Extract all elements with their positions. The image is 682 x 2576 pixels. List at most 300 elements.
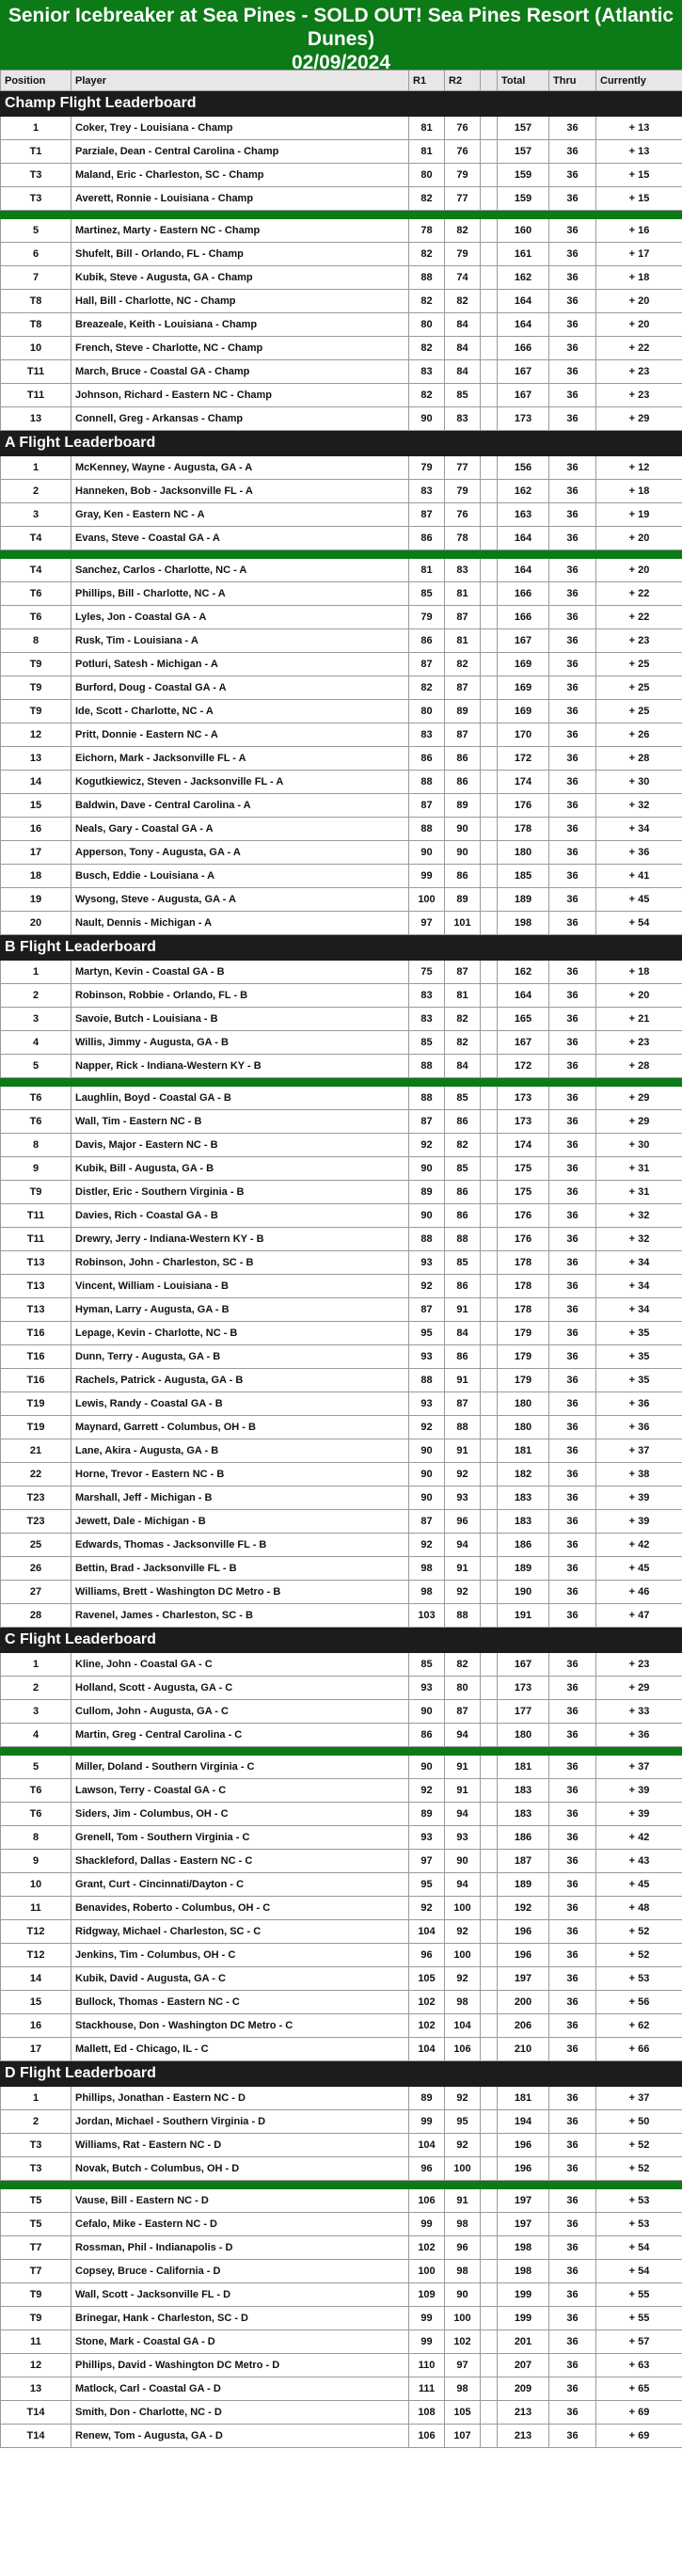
r1-cell: 82 [409,243,445,266]
player-cell: Evans, Steve - Coastal GA - A [71,527,409,550]
spacer-cell [481,140,498,164]
total-cell: 173 [498,407,549,431]
total-cell: 181 [498,1439,549,1463]
total-cell: 198 [498,2236,549,2260]
r1-cell: 93 [409,1677,445,1700]
r2-cell: 105 [445,2401,481,2425]
player-cell: Cullom, John - Augusta, GA - C [71,1700,409,1724]
position-cell: T8 [1,290,71,313]
spacer-cell [481,384,498,407]
position-cell: T14 [1,2401,71,2425]
thru-cell: 36 [549,1826,596,1850]
player-cell: Edwards, Thomas - Jacksonville FL - B [71,1534,409,1557]
spacer-cell [481,1779,498,1803]
position-cell: T5 [1,2213,71,2236]
flight-title: C Flight Leaderboard [1,1628,682,1653]
r2-cell: 80 [445,1677,481,1700]
r1-cell: 79 [409,456,445,480]
column-header-r2[interactable]: R2 [445,71,481,91]
r2-cell: 91 [445,1756,481,1779]
r1-cell: 88 [409,771,445,794]
r1-cell: 102 [409,2236,445,2260]
r1-cell: 87 [409,503,445,527]
table-row [1,187,682,211]
spacer-cell [481,582,498,606]
thru-cell: 36 [549,1700,596,1724]
position-cell: 25 [1,1534,71,1557]
position-cell: T19 [1,1392,71,1416]
r2-cell: 92 [445,1920,481,1944]
player-cell: Robinson, Robbie - Orlando, FL - B [71,984,409,1008]
total-cell: 196 [498,1944,549,1967]
total-cell: 197 [498,2213,549,2236]
position-cell: 8 [1,1134,71,1157]
r2-cell: 84 [445,1055,481,1078]
position-cell: 10 [1,337,71,360]
position-cell: 1 [1,2087,71,2110]
r2-cell: 85 [445,1251,481,1275]
spacer-cell [481,1534,498,1557]
total-cell: 170 [498,724,549,747]
spacer-cell [481,266,498,290]
r1-cell: 80 [409,700,445,724]
position-cell: 1 [1,117,71,140]
player-cell: Kubik, Bill - Augusta, GA - B [71,1157,409,1181]
total-cell: 175 [498,1181,549,1204]
spacer-cell [481,1557,498,1581]
r2-cell: 94 [445,1873,481,1897]
currently-cell: + 20 [596,984,682,1008]
total-cell: 199 [498,2283,549,2307]
position-cell: T9 [1,700,71,724]
thru-cell: 36 [549,266,596,290]
r1-cell: 90 [409,1157,445,1181]
table-row [1,2189,682,2213]
spacer-cell [481,1087,498,1110]
r2-cell: 81 [445,629,481,653]
table-row [1,2283,682,2307]
r1-cell: 87 [409,1298,445,1322]
currently-cell: + 20 [596,527,682,550]
cut-line-bar [1,211,682,219]
total-cell: 167 [498,1031,549,1055]
spacer-cell [481,1803,498,1826]
r1-cell: 98 [409,1557,445,1581]
position-cell: 1 [1,456,71,480]
r1-cell: 81 [409,117,445,140]
currently-cell: + 21 [596,1008,682,1031]
total-cell: 179 [498,1322,549,1345]
r2-cell: 82 [445,1008,481,1031]
thru-cell: 36 [549,559,596,582]
total-cell: 165 [498,1008,549,1031]
r2-cell: 87 [445,724,481,747]
player-cell: Phillips, Jonathan - Eastern NC - D [71,2087,409,2110]
column-header-currently[interactable]: Currently [596,71,682,91]
spacer-cell [481,290,498,313]
player-cell: Laughlin, Boyd - Coastal GA - B [71,1087,409,1110]
currently-cell: + 54 [596,2236,682,2260]
currently-cell: + 15 [596,164,682,187]
cut-line-bar [1,550,682,559]
total-cell: 194 [498,2110,549,2134]
r2-cell: 89 [445,700,481,724]
table-row [1,771,682,794]
r1-cell: 96 [409,2157,445,2181]
position-cell: 14 [1,771,71,794]
spacer-cell [481,1991,498,2014]
player-cell: Willis, Jimmy - Augusta, GA - B [71,1031,409,1055]
r1-cell: 86 [409,629,445,653]
total-cell: 178 [498,818,549,841]
table-row [1,629,682,653]
r1-cell: 106 [409,2425,445,2448]
total-cell: 163 [498,503,549,527]
player-cell: Coker, Trey - Louisiana - Champ [71,117,409,140]
r2-cell: 87 [445,1700,481,1724]
r2-cell: 93 [445,1826,481,1850]
table-row [1,653,682,676]
r2-cell: 78 [445,527,481,550]
spacer-cell [481,1181,498,1204]
spacer-cell [481,1873,498,1897]
column-header-total[interactable]: Total [498,71,549,91]
thru-cell: 36 [549,1779,596,1803]
cut-line-divider [1,1078,682,1087]
currently-cell: + 23 [596,629,682,653]
r1-cell: 75 [409,961,445,984]
spacer-cell [481,117,498,140]
currently-cell: + 43 [596,1850,682,1873]
total-cell: 177 [498,1700,549,1724]
table-row [1,1392,682,1416]
position-cell: T14 [1,2425,71,2448]
r2-cell: 85 [445,1087,481,1110]
r2-cell: 81 [445,582,481,606]
player-cell: Benavides, Roberto - Columbus, OH - C [71,1897,409,1920]
position-cell: 4 [1,1031,71,1055]
thru-cell: 36 [549,629,596,653]
r1-cell: 96 [409,1944,445,1967]
r2-cell: 90 [445,1850,481,1873]
player-cell: Holland, Scott - Augusta, GA - C [71,1677,409,1700]
r2-cell: 91 [445,1369,481,1392]
spacer-cell [481,794,498,818]
r2-cell: 98 [445,2260,481,2283]
total-cell: 213 [498,2425,549,2448]
currently-cell: + 54 [596,2260,682,2283]
spacer-cell [481,1110,498,1134]
player-cell: Williams, Rat - Eastern NC - D [71,2134,409,2157]
currently-cell: + 17 [596,243,682,266]
total-cell: 180 [498,841,549,865]
r1-cell: 97 [409,912,445,935]
spacer-cell [481,1967,498,1991]
table-row [1,1581,682,1604]
leaderboard-table [0,70,682,2448]
spacer-cell [481,2134,498,2157]
position-cell: T12 [1,1920,71,1944]
r1-cell: 87 [409,794,445,818]
r1-cell: 102 [409,1991,445,2014]
total-cell: 173 [498,1087,549,1110]
currently-cell: + 53 [596,1967,682,1991]
spacer-cell [481,1392,498,1416]
player-cell: Martyn, Kevin - Coastal GA - B [71,961,409,984]
currently-cell: + 42 [596,1826,682,1850]
spacer-cell [481,653,498,676]
table-row [1,961,682,984]
table-row [1,1181,682,1204]
thru-cell: 36 [549,912,596,935]
position-cell: T7 [1,2236,71,2260]
spacer-cell [481,2236,498,2260]
event-date: 02/09/2024 [291,52,391,73]
currently-cell: + 39 [596,1510,682,1534]
r2-cell: 91 [445,1298,481,1322]
currently-cell: + 35 [596,1369,682,1392]
thru-cell: 36 [549,2236,596,2260]
thru-cell: 36 [549,140,596,164]
total-cell: 183 [498,1779,549,1803]
player-cell: Stackhouse, Don - Washington DC Metro - C [71,2014,409,2038]
player-cell: Kline, John - Coastal GA - C [71,1653,409,1677]
spacer-cell [481,480,498,503]
r1-cell: 104 [409,2038,445,2061]
table-row [1,1756,682,1779]
spacer-cell [481,164,498,187]
r2-cell: 79 [445,480,481,503]
r2-cell: 97 [445,2354,481,2377]
position-cell: T16 [1,1345,71,1369]
thru-cell: 36 [549,1803,596,1826]
position-cell: 7 [1,266,71,290]
thru-cell: 36 [549,2307,596,2330]
thru-cell: 36 [549,1416,596,1439]
currently-cell: + 30 [596,1134,682,1157]
player-cell: Davis, Major - Eastern NC - B [71,1134,409,1157]
player-cell: French, Steve - Charlotte, NC - Champ [71,337,409,360]
spacer-cell [481,1700,498,1724]
r2-cell: 76 [445,117,481,140]
thru-cell: 36 [549,653,596,676]
currently-cell: + 29 [596,1677,682,1700]
spacer-cell [481,2260,498,2283]
position-cell: 17 [1,841,71,865]
position-cell: 5 [1,219,71,243]
thru-cell: 36 [549,1756,596,1779]
currently-cell: + 37 [596,1756,682,1779]
column-header-player[interactable]: Player [71,71,409,91]
table-row [1,1897,682,1920]
thru-cell: 36 [549,527,596,550]
r2-cell: 77 [445,456,481,480]
position-cell: 1 [1,1653,71,1677]
table-row [1,1991,682,2014]
table-row [1,456,682,480]
position-cell: T23 [1,1487,71,1510]
currently-cell: + 53 [596,2189,682,2213]
spacer-cell [481,1850,498,1873]
player-cell: Wysong, Steve - Augusta, GA - A [71,888,409,912]
column-header-thru[interactable]: Thru [549,71,596,91]
currently-cell: + 32 [596,794,682,818]
r2-cell: 84 [445,360,481,384]
currently-cell: + 34 [596,1275,682,1298]
total-cell: 172 [498,747,549,771]
r1-cell: 85 [409,582,445,606]
spacer-cell [481,2213,498,2236]
player-cell: Maland, Eric - Charleston, SC - Champ [71,164,409,187]
spacer-cell [481,1134,498,1157]
currently-cell: + 18 [596,480,682,503]
currently-cell: + 53 [596,2213,682,2236]
table-row [1,1463,682,1487]
player-cell: Williams, Brett - Washington DC Metro - B [71,1581,409,1604]
currently-cell: + 20 [596,559,682,582]
thru-cell: 36 [549,456,596,480]
total-cell: 160 [498,219,549,243]
table-row [1,2260,682,2283]
position-cell: T6 [1,1110,71,1134]
currently-cell: + 22 [596,606,682,629]
spacer-cell [481,527,498,550]
currently-cell: + 22 [596,582,682,606]
player-cell: Breazeale, Keith - Louisiana - Champ [71,313,409,337]
position-cell: T13 [1,1275,71,1298]
spacer-cell [481,1944,498,1967]
player-cell: Rossman, Phil - Indianapolis - D [71,2236,409,2260]
r2-cell: 88 [445,1604,481,1628]
r2-cell: 86 [445,865,481,888]
spacer-cell [481,606,498,629]
table-row [1,360,682,384]
r1-cell: 89 [409,1803,445,1826]
r1-cell: 99 [409,865,445,888]
currently-cell: + 55 [596,2283,682,2307]
player-cell: Vause, Bill - Eastern NC - D [71,2189,409,2213]
table-row [1,724,682,747]
spacer-cell [481,187,498,211]
currently-cell: + 23 [596,384,682,407]
r2-cell: 91 [445,2189,481,2213]
player-cell: Mallett, Ed - Chicago, IL - C [71,2038,409,2061]
player-cell: Savoie, Butch - Louisiana - B [71,1008,409,1031]
player-cell: Ide, Scott - Charlotte, NC - A [71,700,409,724]
table-row [1,1369,682,1392]
thru-cell: 36 [549,313,596,337]
thru-cell: 36 [549,1944,596,1967]
player-cell: Wall, Tim - Eastern NC - B [71,1110,409,1134]
position-cell: T8 [1,313,71,337]
r2-cell: 87 [445,676,481,700]
table-row [1,984,682,1008]
position-cell: T3 [1,2134,71,2157]
total-cell: 166 [498,606,549,629]
r2-cell: 98 [445,1991,481,2014]
cut-line-divider [1,1747,682,1756]
thru-cell: 36 [549,1298,596,1322]
currently-cell: + 15 [596,187,682,211]
spacer-cell [481,2401,498,2425]
currently-cell: + 69 [596,2401,682,2425]
position-cell: T4 [1,527,71,550]
thru-cell: 36 [549,1228,596,1251]
r2-cell: 92 [445,1581,481,1604]
leaderboard-body [1,91,682,2448]
player-cell: Davies, Rich - Coastal GA - B [71,1204,409,1228]
total-cell: 180 [498,1392,549,1416]
position-cell: T3 [1,187,71,211]
r1-cell: 80 [409,313,445,337]
thru-cell: 36 [549,219,596,243]
player-cell: Hyman, Larry - Augusta, GA - B [71,1298,409,1322]
currently-cell: + 29 [596,1087,682,1110]
total-cell: 200 [498,1991,549,2014]
player-cell: Ridgway, Michael - Charleston, SC - C [71,1920,409,1944]
r1-cell: 82 [409,290,445,313]
r2-cell: 87 [445,961,481,984]
column-header-r1[interactable]: R1 [409,71,445,91]
cut-line-divider [1,2181,682,2189]
r1-cell: 95 [409,1322,445,1345]
player-cell: Drewry, Jerry - Indiana-Western KY - B [71,1228,409,1251]
thru-cell: 36 [549,747,596,771]
table-row [1,140,682,164]
flight-title: D Flight Leaderboard [1,2061,682,2087]
thru-cell: 36 [549,1055,596,1078]
spacer-cell [481,360,498,384]
table-row [1,1008,682,1031]
table-row [1,1677,682,1700]
table-row [1,2087,682,2110]
r2-cell: 94 [445,1724,481,1747]
position-cell: 2 [1,984,71,1008]
player-cell: Grant, Curt - Cincinnati/Dayton - C [71,1873,409,1897]
thru-cell: 36 [549,1275,596,1298]
position-cell: 27 [1,1581,71,1604]
total-cell: 191 [498,1604,549,1628]
column-header-position[interactable]: Position [1,71,71,91]
thru-cell: 36 [549,1008,596,1031]
position-cell: T13 [1,1298,71,1322]
table-row [1,1557,682,1581]
r1-cell: 90 [409,407,445,431]
r1-cell: 93 [409,1392,445,1416]
total-cell: 201 [498,2330,549,2354]
table-row [1,2038,682,2061]
position-cell: 2 [1,2110,71,2134]
total-cell: 187 [498,1850,549,1873]
player-cell: Robinson, John - Charleston, SC - B [71,1251,409,1275]
spacer-cell [481,1724,498,1747]
r1-cell: 81 [409,559,445,582]
thru-cell: 36 [549,2377,596,2401]
thru-cell: 36 [549,1031,596,1055]
total-cell: 174 [498,1134,549,1157]
total-cell: 178 [498,1251,549,1275]
table-row [1,503,682,527]
currently-cell: + 52 [596,2157,682,2181]
total-cell: 162 [498,480,549,503]
currently-cell: + 45 [596,888,682,912]
r1-cell: 82 [409,337,445,360]
currently-cell: + 20 [596,313,682,337]
r1-cell: 102 [409,2014,445,2038]
thru-cell: 36 [549,2401,596,2425]
total-cell: 159 [498,164,549,187]
thru-cell: 36 [549,2425,596,2448]
